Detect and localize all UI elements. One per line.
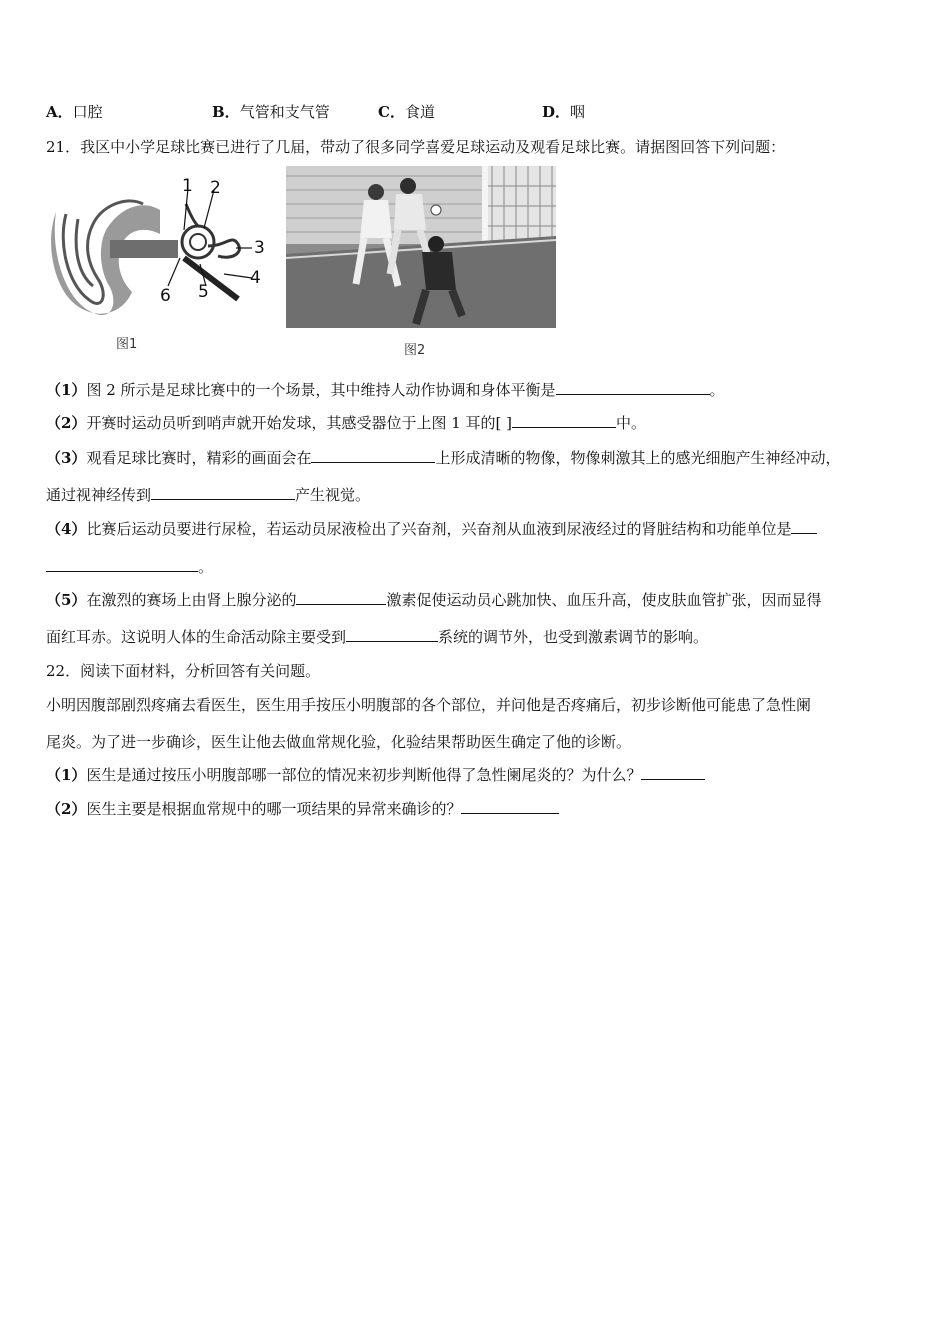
option-d-text: 咽 bbox=[570, 103, 586, 121]
q21-part-5-line-2 bbox=[46, 627, 708, 647]
option-b bbox=[212, 102, 330, 122]
option-d bbox=[542, 102, 585, 122]
q21-part-1 bbox=[46, 380, 725, 400]
q21-stem: 21．我区中小学足球比赛已进行了几届，带动了很多同学喜爱足球运动及观看足球比赛。请据图回答下列问题： bbox=[46, 138, 786, 156]
q22-part-1 bbox=[46, 765, 705, 785]
option-a-letter: A． bbox=[46, 103, 73, 121]
q21-part-5-line-2-a: 面红耳赤。这说明人体的生命活动除主要受到 bbox=[46, 628, 347, 646]
option-d-letter: D． bbox=[542, 103, 571, 121]
q21-part-3-text-a: 观看足球比赛时，精彩的画面会在 bbox=[86, 449, 312, 467]
q21-part-1-text: 图 2 所示是足球比赛中的一个场景，其中维持人动作协调和身体平衡是 bbox=[86, 381, 556, 399]
answer-blank[interactable] bbox=[791, 519, 817, 534]
option-c bbox=[378, 102, 435, 122]
q21-part-5-number: （5） bbox=[46, 591, 87, 609]
q21-part-5-line-1 bbox=[46, 590, 821, 610]
q22-stem: 22．阅读下面材料，分析回答有关问题。 bbox=[46, 662, 321, 680]
q21-part-3-line-2 bbox=[46, 485, 370, 505]
q21-part-5-line-2-b: 系统的调节外，也受到激素调节的影响。 bbox=[438, 628, 709, 646]
figure-2-caption: 图2 bbox=[404, 343, 426, 358]
answer-blank[interactable] bbox=[512, 413, 616, 428]
option-b-letter: B． bbox=[212, 103, 240, 121]
figure-1-caption: 图1 bbox=[116, 337, 138, 352]
option-a-text: 口腔 bbox=[72, 103, 103, 121]
ear-label-1: 1 bbox=[182, 176, 193, 196]
q22-part-1-text: 医生是通过按压小明腹部哪一部位的情况来初步判断他得了急性阑尾炎的？为什么？ bbox=[86, 766, 642, 784]
answer-blank[interactable] bbox=[296, 590, 386, 605]
ear-label-6: 6 bbox=[160, 286, 171, 306]
q21-part-4-line-1 bbox=[46, 519, 817, 539]
q21-part-4-end: 。 bbox=[198, 558, 214, 576]
q22-material-line-1: 小明因腹部剧烈疼痛去看医生，医生用手按压小明腹部的各个部位，并问他是否疼痛后，初步诊断他可能患了急性阑 bbox=[46, 696, 812, 714]
ear-label-5: 5 bbox=[198, 282, 209, 302]
answer-blank[interactable] bbox=[556, 380, 710, 395]
q21-part-5-text-b: 激素促使运动员心跳加快、血压升高，使皮肤血管扩张，因而显得 bbox=[386, 591, 822, 609]
football-photo-figure bbox=[286, 166, 556, 328]
q22-part-1-number: （1） bbox=[46, 766, 87, 784]
option-c-text: 食道 bbox=[404, 103, 435, 121]
q22-part-2-number: （2） bbox=[46, 800, 87, 818]
q21-part-3-line-2-b: 产生视觉。 bbox=[295, 486, 371, 504]
answer-blank[interactable] bbox=[346, 627, 438, 642]
q21-part-3-number: （3） bbox=[46, 449, 87, 467]
answer-blank[interactable] bbox=[461, 799, 559, 814]
q21-part-3-text-b: 上形成清晰的物像，物像刺激其上的感光细胞产生神经冲动， bbox=[435, 449, 841, 467]
q21-part-2-text: 开赛时运动员听到哨声就开始发球，其感受器位于上图 1 耳的[ ] bbox=[86, 414, 512, 432]
q21-part-4-number: （4） bbox=[46, 520, 87, 538]
q21-part-4-text: 比赛后运动员要进行尿检，若运动员尿液检出了兴奋剂，兴奋剂从血液到尿液经过的肾脏结构和功能单位是 bbox=[86, 520, 792, 538]
q21-part-2-end: 中。 bbox=[616, 414, 647, 432]
q21-part-2-number: （2） bbox=[46, 414, 87, 432]
q21-part-2 bbox=[46, 413, 646, 433]
ear-label-3: 3 bbox=[254, 238, 265, 258]
q21-part-1-end: 。 bbox=[709, 381, 725, 399]
ear-diagram-figure bbox=[48, 174, 278, 334]
q21-part-3-line-2-a: 通过视神经传到 bbox=[46, 486, 152, 504]
option-a bbox=[46, 102, 103, 122]
q22-material-line-2: 尾炎。为了进一步确诊，医生让他去做血常规化验，化验结果帮助医生确定了他的诊断。 bbox=[46, 733, 632, 751]
answer-blank[interactable] bbox=[46, 557, 198, 572]
q21-part-3-line-1 bbox=[46, 448, 840, 468]
option-c-letter: C． bbox=[378, 103, 405, 121]
answer-blank[interactable] bbox=[641, 765, 705, 780]
answer-blank[interactable] bbox=[311, 448, 435, 463]
q21-part-1-number: （1） bbox=[46, 381, 87, 399]
answer-blank[interactable] bbox=[151, 485, 295, 500]
ear-label-2: 2 bbox=[210, 178, 221, 198]
q21-part-5-text-a: 在激烈的赛场上由肾上腺分泌的 bbox=[86, 591, 297, 609]
q22-part-2 bbox=[46, 799, 559, 819]
ear-label-4: 4 bbox=[250, 268, 261, 288]
q22-part-2-text: 医生主要是根据血常规中的哪一项结果的异常来确诊的？ bbox=[86, 800, 462, 818]
q21-part-4-line-2 bbox=[46, 557, 213, 577]
option-b-text: 气管和支气管 bbox=[239, 103, 330, 121]
